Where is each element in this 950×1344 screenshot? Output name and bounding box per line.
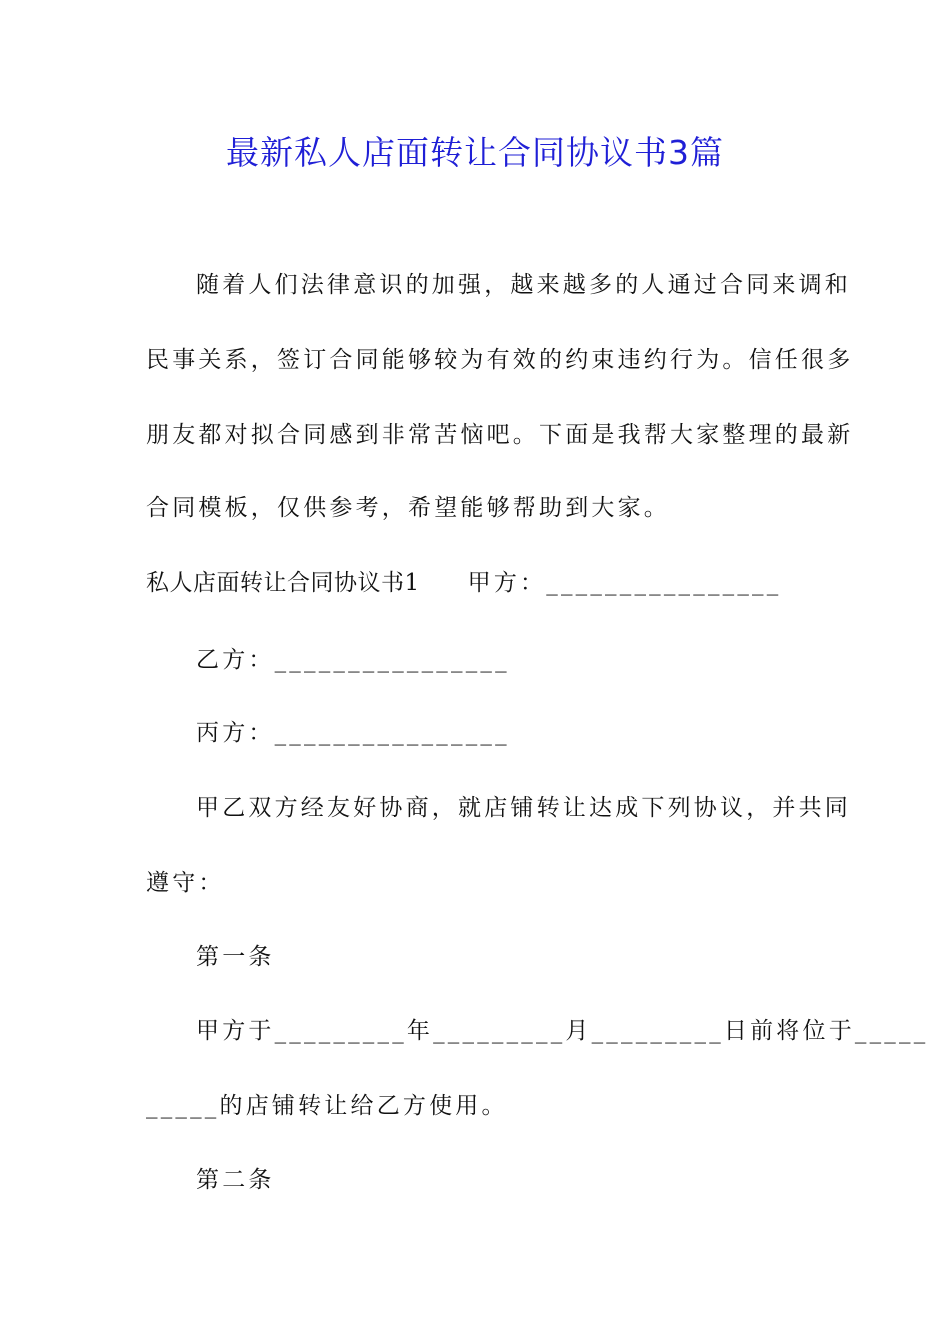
article-1-line-1: 甲方于_________年_________月_________日前将位于_____	[196, 1018, 929, 1044]
agreement-line-1: 甲乙双方经友好协商，就店铺转让达成下列协议，并共同	[196, 795, 851, 821]
intro-line-2: 民事关系，签订合同能够较为有效的约束违约行为。信任很多	[146, 347, 854, 373]
article-2-heading: 第二条	[196, 1167, 275, 1193]
party-c-line: 丙方：________________	[196, 720, 510, 746]
intro-line-4: 合同模板，仅供参考，希望能够帮助到大家。	[146, 495, 670, 521]
party-b-line: 乙方：________________	[196, 647, 510, 673]
document-title: 最新私人店面转让合同协议书3篇	[226, 133, 724, 172]
article-1-line-2: _____的店铺转让给乙方使用。	[146, 1093, 508, 1119]
agreement-line-2: 遵守：	[146, 870, 225, 896]
intro-line-3: 朋友都对拟合同感到非常苦恼吧。下面是我帮大家整理的最新	[146, 422, 854, 448]
contract-heading: 私人店面转让合同协议书1	[146, 570, 420, 596]
intro-line-1: 随着人们法律意识的加强，越来越多的人通过合同来调和	[196, 272, 851, 298]
party-a-line: 甲方：________________	[467, 570, 782, 596]
contract-heading-row	[146, 568, 781, 598]
article-1-heading: 第一条	[196, 944, 275, 970]
